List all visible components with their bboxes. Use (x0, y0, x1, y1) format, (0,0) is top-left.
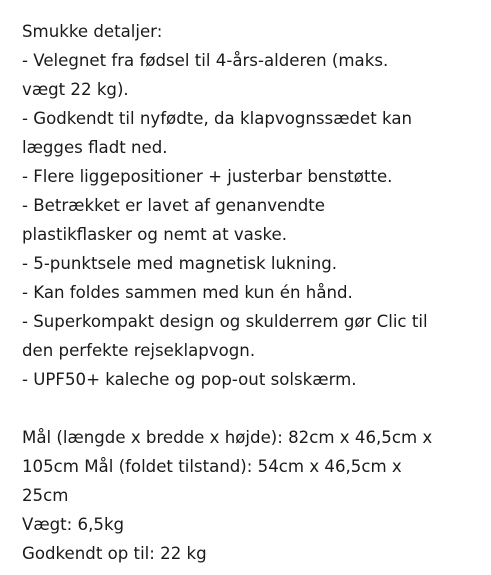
details-heading: Smukke detaljer: (22, 22, 163, 41)
bullet-fabric-line-1: - Betrækket er lavet af genanvendte (22, 196, 326, 215)
product-details-text (22, 17, 487, 568)
spec-dimensions-line-3: 25cm (22, 486, 69, 505)
bullet-canopy: - UPF50+ kaleche og pop-out solskærm. (22, 370, 357, 389)
bullet-one-hand-fold: - Kan foldes sammen med kun én hånd. (22, 283, 353, 302)
bullet-recline: - Flere liggepositioner + justerbar benstøtte. (22, 167, 393, 186)
bullet-harness: - 5-punktsele med magnetisk lukning. (22, 254, 338, 273)
bullet-age-line-1: - Velegnet fra fødsel til 4-års-alderen (maks. (22, 51, 389, 70)
bullet-newborn-line-1: - Godkendt til nyfødte, da klapvognssædet kan (22, 109, 413, 128)
spec-weight: Vægt: 6,5kg (22, 515, 125, 534)
bullet-compact-line-2: den perfekte rejseklapvogn. (22, 341, 256, 360)
paragraph-gap (22, 394, 487, 423)
spec-approved-weight: Godkendt op til: 22 kg (22, 544, 207, 563)
bullet-newborn-line-2: lægges fladt ned. (22, 138, 168, 157)
spec-dimensions-line-1: Mål (længde x bredde x højde): 82cm x 46,5cm x (22, 428, 433, 447)
bullet-age-line-2: vægt 22 kg). (22, 80, 129, 99)
bullet-fabric-line-2: plastikflasker og nemt at vaske. (22, 225, 287, 244)
spec-dimensions-line-2: 105cm Mål (foldet tilstand): 54cm x 46,5cm x (22, 457, 402, 476)
bullet-compact-line-1: - Superkompakt design og skulderrem gør Clic til (22, 312, 428, 331)
